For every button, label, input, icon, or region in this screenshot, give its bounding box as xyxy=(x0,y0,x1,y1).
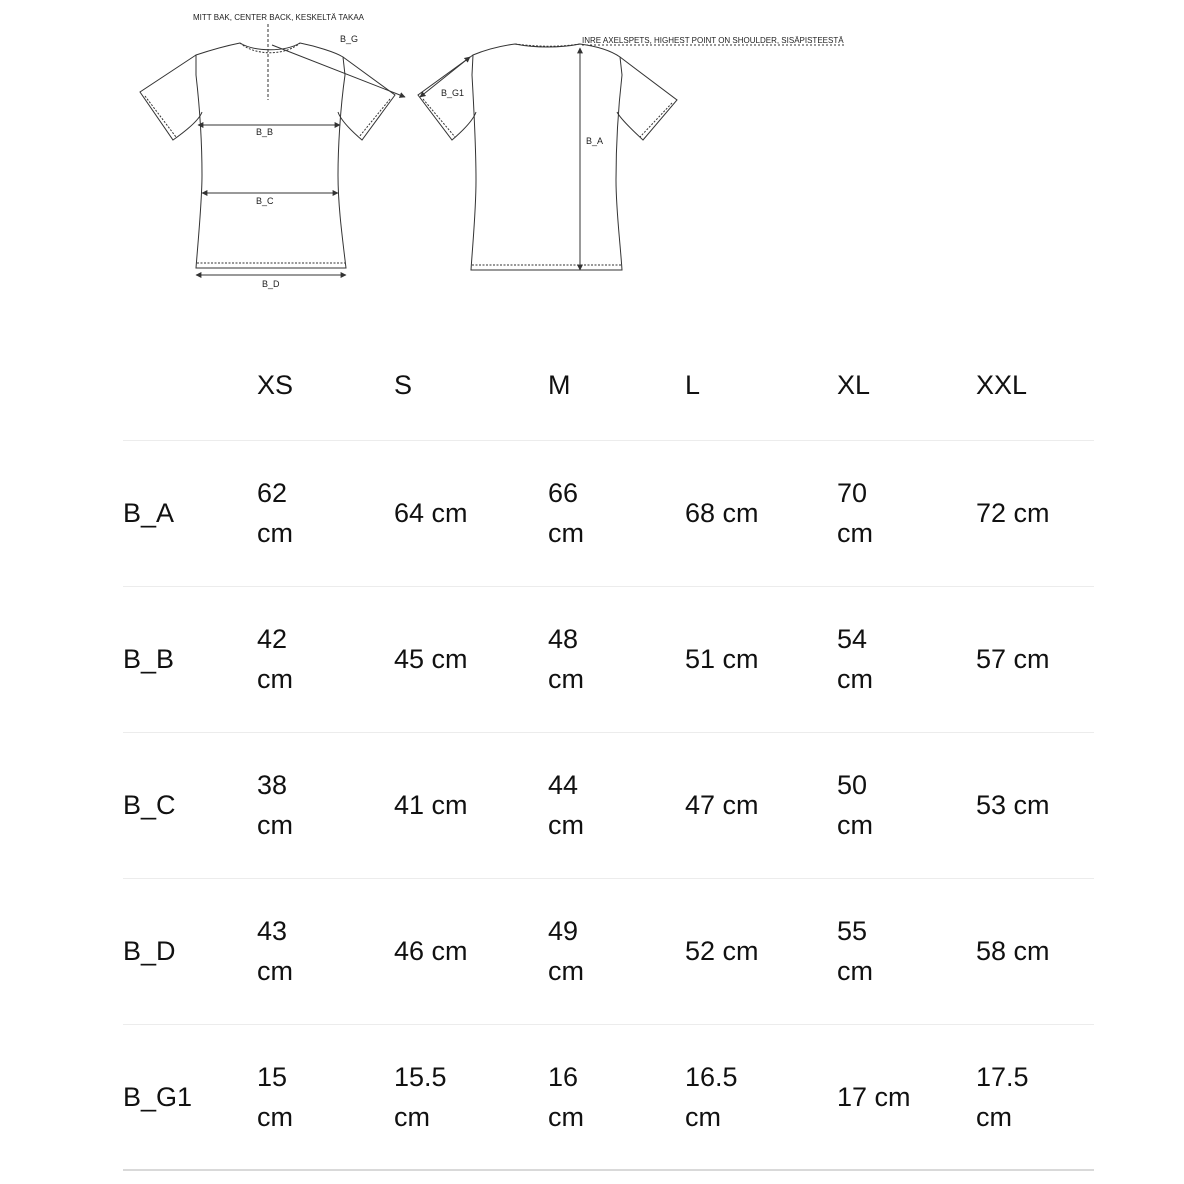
value-cell: 68 cm xyxy=(685,498,759,528)
bb-label: B_B xyxy=(256,127,274,137)
row-label: B_G1 xyxy=(123,1081,193,1112)
bg1-label: B_G1 xyxy=(441,88,465,98)
size-chart-table xyxy=(123,330,1094,1171)
tshirt-diagram-svg xyxy=(0,0,1184,320)
value-cell: 72 cm xyxy=(976,498,1050,528)
value-cell: 41 cm xyxy=(394,790,468,820)
row-label: B_C xyxy=(123,790,176,820)
value-cell: 70 cm xyxy=(837,478,873,548)
value-cell: 49 cm xyxy=(548,916,584,986)
value-cell: 54 cm xyxy=(837,624,873,694)
value-cell: 17.5 cm xyxy=(976,1061,1029,1132)
bg-label: B_G xyxy=(340,34,359,44)
row-label: B_B xyxy=(123,644,175,674)
value-cell: 58 cm xyxy=(976,936,1050,966)
value-cell: 53 cm xyxy=(976,790,1050,820)
table-row xyxy=(123,732,1094,878)
size-header-s: S xyxy=(394,369,413,400)
value-cell: 42 cm xyxy=(257,624,293,694)
shoulder-point-label: INRE AXELSPETS, HIGHEST POINT ON SHOULDER, SISÄPISTEESTÄ xyxy=(582,36,844,45)
table-row xyxy=(123,440,1094,586)
value-cell: 15.5 cm xyxy=(394,1061,447,1132)
value-cell: 43 cm xyxy=(257,916,293,986)
tshirt-front-outline xyxy=(140,24,395,268)
size-header-xs: XS xyxy=(257,369,294,400)
value-cell: 16 cm xyxy=(548,1061,584,1132)
ba-label: B_A xyxy=(586,136,604,146)
value-cell: 55 cm xyxy=(837,916,873,986)
value-cell: 16.5 cm xyxy=(685,1061,738,1132)
size-header-m: M xyxy=(548,369,571,400)
value-cell: 51 cm xyxy=(685,644,759,674)
value-cell: 66 cm xyxy=(548,478,584,548)
value-cell: 52 cm xyxy=(685,936,759,966)
value-cell: 44 cm xyxy=(548,770,584,840)
value-cell: 47 cm xyxy=(685,790,759,820)
value-cell: 15 cm xyxy=(257,1061,293,1132)
bc-label: B_C xyxy=(256,196,274,206)
center-back-label: MITT BAK, CENTER BACK, KESKELTÄ TAKAA xyxy=(193,13,365,22)
bd-label: B_D xyxy=(262,279,280,289)
value-cell: 46 cm xyxy=(394,936,468,966)
size-header-row xyxy=(123,330,1094,440)
value-cell: 38 cm xyxy=(257,770,293,840)
tshirt-measurement-diagram xyxy=(0,0,1184,320)
value-cell: 45 cm xyxy=(394,644,468,674)
value-cell: 57 cm xyxy=(976,644,1050,674)
table-row xyxy=(123,1024,1094,1170)
size-header-l: L xyxy=(685,369,701,400)
row-label: B_D xyxy=(123,936,176,966)
row-label: B_A xyxy=(123,498,175,528)
value-cell: 50 cm xyxy=(837,770,873,840)
value-cell: 64 cm xyxy=(394,498,468,528)
header-corner-cell xyxy=(123,330,257,440)
back-measure-arrows xyxy=(420,48,580,270)
table-row xyxy=(123,586,1094,732)
value-cell: 17 cm xyxy=(837,1081,911,1112)
size-header-xl: XL xyxy=(837,369,871,400)
tshirt-back-outline xyxy=(418,44,845,270)
table-row xyxy=(123,878,1094,1024)
value-cell: 62 cm xyxy=(257,478,293,548)
value-cell: 48 cm xyxy=(548,624,584,694)
size-header-xxl: XXL xyxy=(976,369,1028,400)
